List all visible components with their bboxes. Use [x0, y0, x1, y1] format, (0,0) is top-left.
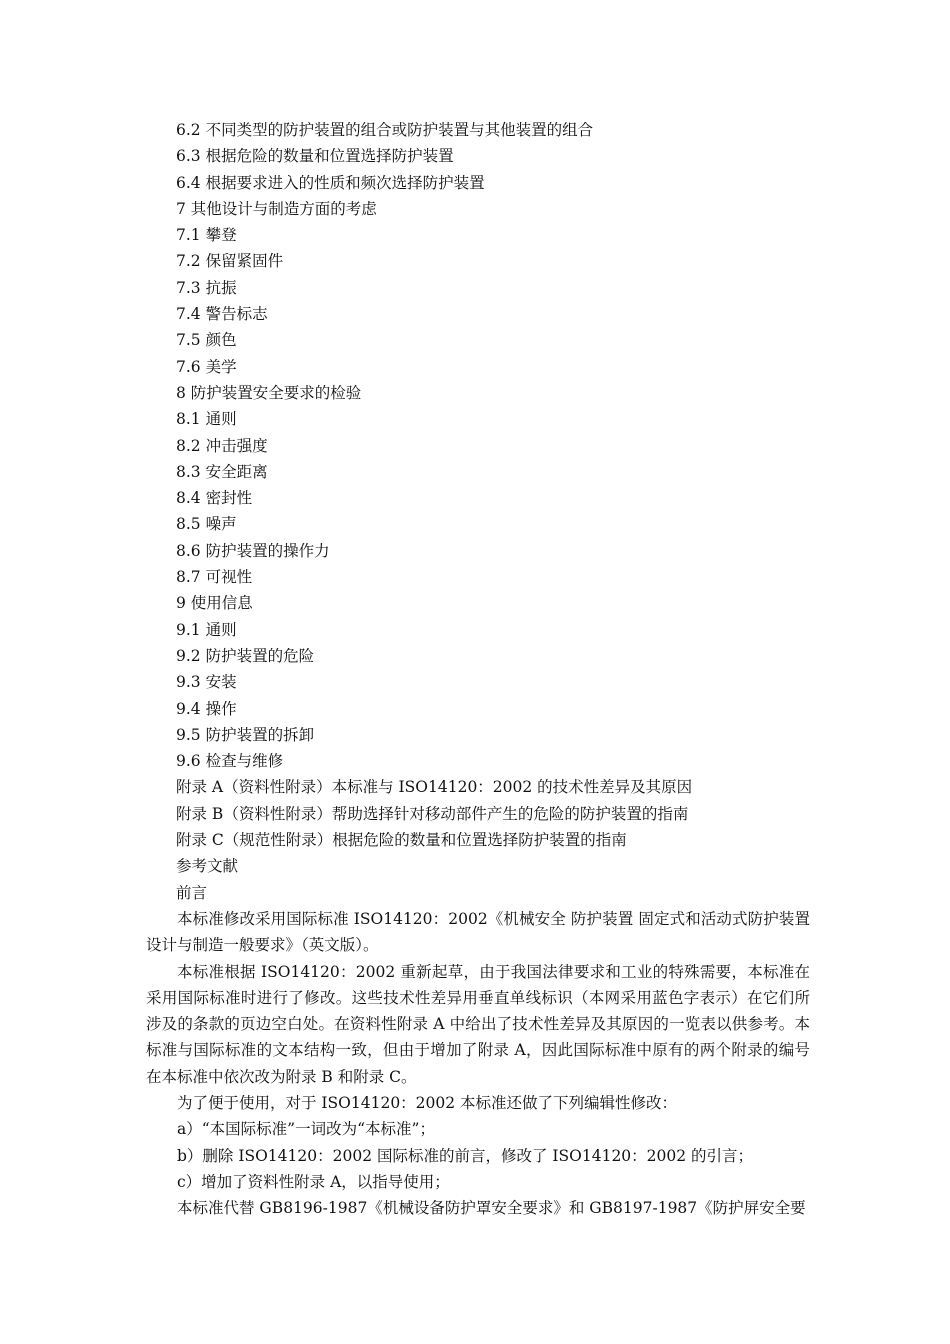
toc-item: 7.3 抗振 — [176, 278, 237, 297]
toc-item: 7.2 保留紧固件 — [176, 252, 284, 271]
toc-item: 9.1 通则 — [176, 620, 237, 639]
toc-item: 7 其他设计与制造方面的考虑 — [176, 199, 377, 218]
toc-item: 8.7 可视性 — [176, 568, 253, 587]
toc-item: 8.5 噪声 — [176, 515, 237, 534]
section-heading-foreword: 前言 — [176, 883, 208, 902]
toc-item: 6.2 不同类型的防护装置的组合或防护装置与其他装置的组合 — [176, 121, 594, 139]
toc-appendix-b: 附录 B（资料性附录）帮助选择针对移动部件产生的危险的防护装置的指南 — [176, 804, 689, 823]
list-item: c）增加了资料性附录 A，以指导使用； — [177, 1172, 450, 1191]
toc-item: 7.1 攀登 — [176, 226, 237, 245]
table-of-contents — [146, 117, 810, 906]
list-item: a）“本国际标准”一词改为“本标准”； — [177, 1120, 435, 1139]
list-item: b）删除 ISO14120：2002 国际标准的前言，修改了 ISO14120：2002 的引言； — [177, 1146, 754, 1165]
document-body — [146, 117, 810, 1221]
toc-item: 9.3 安装 — [176, 673, 237, 692]
toc-item: 8.3 安全距离 — [176, 462, 268, 481]
toc-appendix-c: 附录 C（规范性附录）根据危险的数量和位置选择防护装置的指南 — [176, 831, 627, 850]
toc-item: 9 使用信息 — [176, 594, 253, 613]
paragraph: 为了便于使用，对于 ISO14120：2002 本标准还做了下列编辑性修改： — [177, 1093, 678, 1112]
toc-item: 9.5 防护装置的拆卸 — [176, 725, 315, 744]
toc-item: 8.6 防护装置的操作力 — [176, 541, 330, 560]
paragraph: 本标准代替 GB8196-1987《机械设备防护罩安全要求》和 GB8197-1987《防护屏安全要 — [177, 1199, 806, 1218]
foreword-text — [146, 906, 810, 1222]
toc-references: 参考文献 — [176, 857, 239, 876]
toc-item: 7.4 警告标志 — [176, 305, 268, 324]
toc-item: 7.6 美学 — [176, 357, 237, 376]
toc-item: 6.4 根据要求进入的性质和频次选择防护装置 — [176, 173, 485, 192]
toc-item: 9.2 防护装置的危险 — [176, 646, 315, 665]
toc-item: 6.3 根据危险的数量和位置选择防护装置 — [176, 147, 454, 166]
toc-item: 9.4 操作 — [176, 699, 237, 718]
toc-appendix-a: 附录 A（资料性附录）本标准与 ISO14120：2002 的技术性差异及其原因 — [176, 778, 693, 797]
paragraph: 本标准根据 ISO14120：2002 重新起草，由于我国法律要求和工业的特殊需要，本标准在采用国际标准时进行了修改。这些技术性差异用垂直单线标识（本网采用蓝色字表示）在它们所涉及的条款的页边空白处。在资料性附录 A 中给出了技术性差异及其原因的一览表以供参考。本标准与国际标准的文本结构一致，但由于增加了附录 A，因此国际标准中原有的两个附录的编号在本标准中依次改为附录 B 和附录 C。 — [146, 962, 810, 1086]
toc-item: 8.1 通则 — [176, 410, 237, 429]
toc-item: 7.5 颜色 — [176, 331, 237, 350]
paragraph: 本标准修改采用国际标准 ISO14120：2002《机械安全 防护装置 固定式和活动式防护装置设计与制造一般要求》（英文版）。 — [146, 909, 810, 955]
toc-item: 9.6 检查与维修 — [176, 752, 284, 771]
toc-item: 8 防护装置安全要求的检验 — [176, 383, 362, 402]
toc-item: 8.2 冲击强度 — [176, 436, 268, 455]
toc-item: 8.4 密封性 — [176, 489, 253, 508]
